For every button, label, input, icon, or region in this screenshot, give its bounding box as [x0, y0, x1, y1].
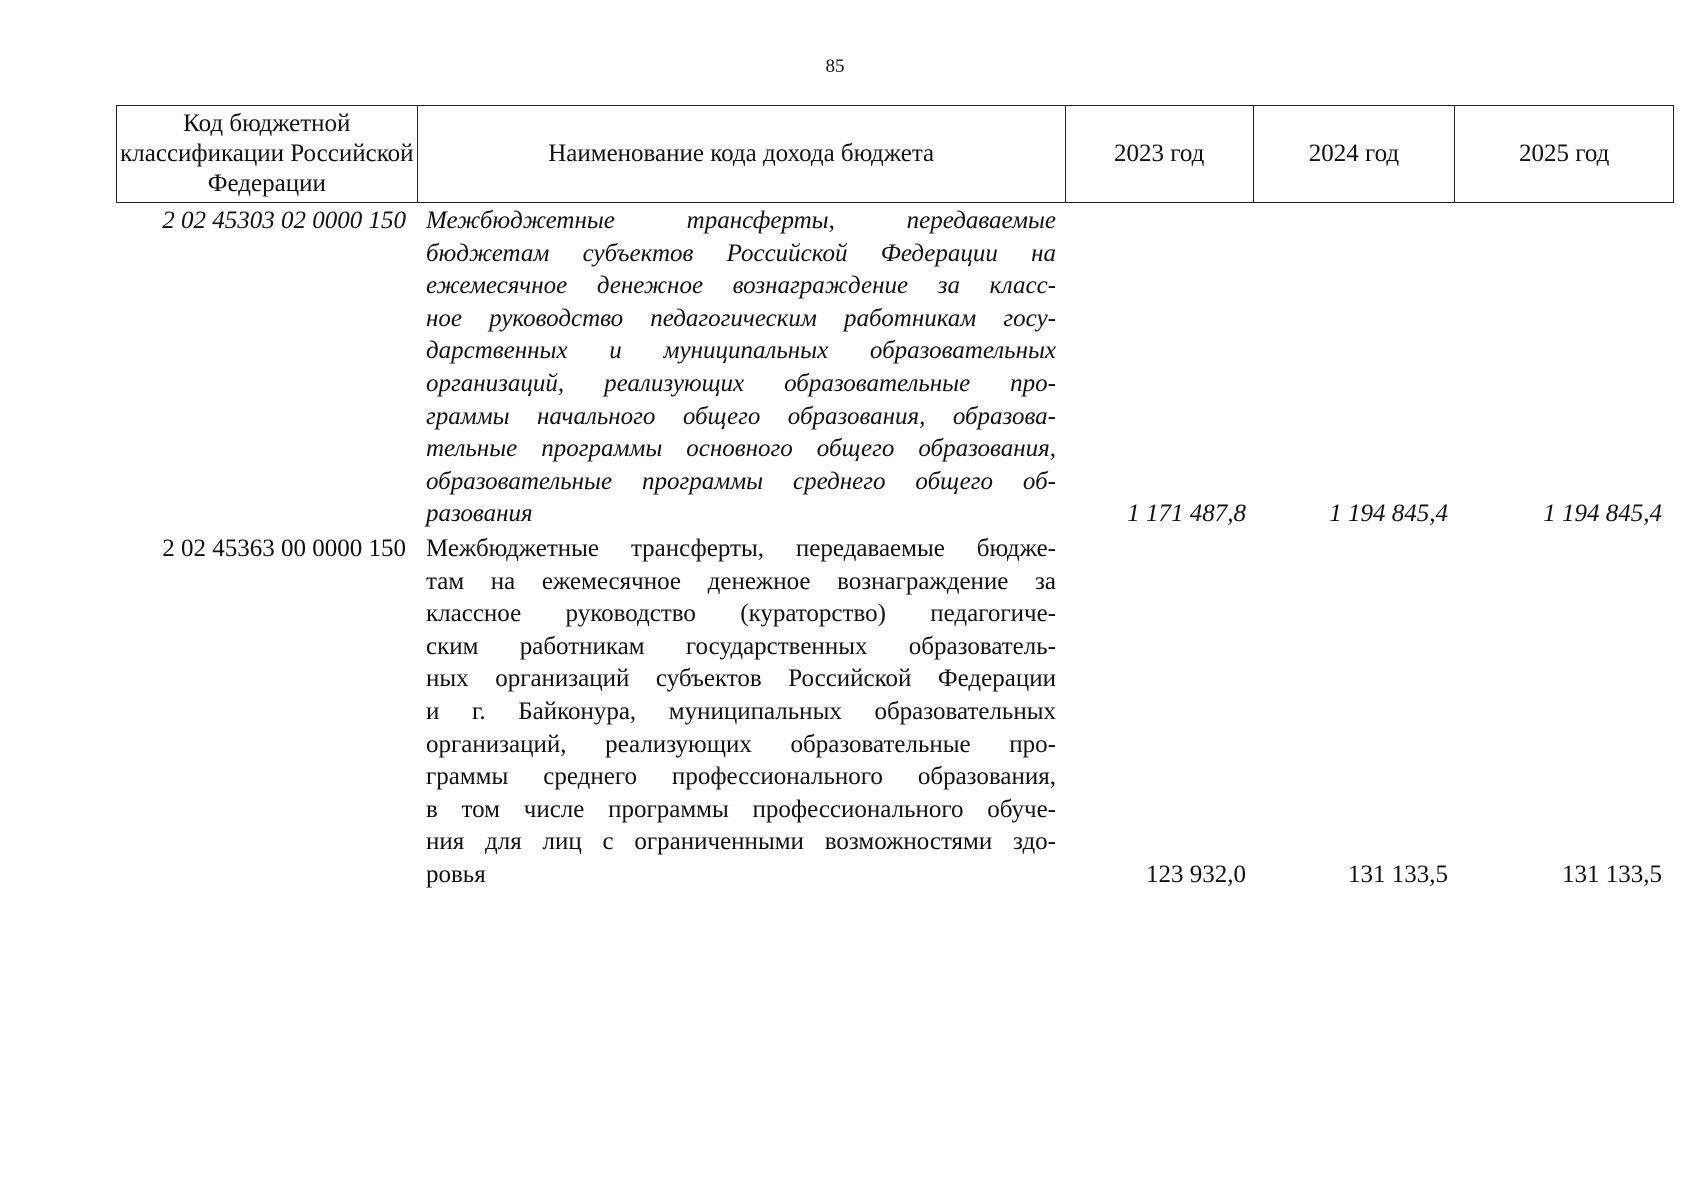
row-name-line: образовательные программы среднего общего об- [426, 467, 1056, 495]
row-name-line: Межбюджетные трансферты, передаваемые [426, 207, 1056, 234]
value-2024: 1 194 845,4 [1329, 500, 1448, 528]
row-name-line: там на ежемесячное денежное вознаграждение за [426, 567, 1056, 595]
value-2025: 131 133,5 [1562, 861, 1662, 888]
table-header [116, 105, 1674, 203]
row-name-line: в том числе программы профессионального обуче- [426, 795, 1056, 823]
row-name-line: и г. Байконура, муниципальных образовательных [426, 697, 1056, 725]
value-2023: 1 171 487,8 [1127, 500, 1246, 528]
row-name-line: ским работникам государственных образователь- [426, 632, 1056, 660]
value-2023: 123 932,0 [1146, 861, 1246, 888]
row-name-line: ное руководство педагогическим работникам госу- [426, 304, 1056, 332]
row-name-line: граммы среднего профессионального образования, [426, 763, 1056, 791]
row-name-line: организаций, реализующих образовательные про- [426, 369, 1056, 397]
value-2025: 1 194 845,4 [1543, 500, 1662, 528]
header-2024: 2024 год [1254, 106, 1456, 202]
row-name-line: организаций, реализующих образовательные про- [426, 730, 1056, 758]
row-name-line: дарственных и муниципальных образовательных [426, 337, 1056, 365]
row-name-line: бюджетам субъектов Российской Федерации на [426, 239, 1056, 267]
row-name-line: разования [426, 500, 533, 528]
row-name-line: ных организаций субъектов Российской Федерации [426, 665, 1056, 693]
row-name-line: ния для лиц с ограниченными возможностями здо- [426, 828, 1056, 856]
header-2025: 2025 год [1518, 140, 1610, 167]
row-name-line: тельные программы основного общего образования, [426, 435, 1056, 463]
header-2023: 2023 год [1066, 106, 1254, 202]
row-code: 2 02 45303 02 0000 150 [162, 207, 406, 234]
row-name [426, 205, 1056, 531]
row-name-line: классное руководство (кураторство) педагогиче- [426, 600, 1056, 628]
row-code: 2 02 45363 00 0000 150 [162, 535, 406, 562]
row-name-line: граммы начального общего образования, образова- [426, 402, 1056, 430]
header-code: Код бюджетной классификации Российской Федерации [117, 106, 418, 202]
row-name-line: Межбюджетные трансферты, передаваемые бюдже- [426, 535, 1056, 562]
page-number: 85 [825, 56, 845, 77]
header-name: Наименование кода дохода бюджета [418, 106, 1066, 202]
row-name [426, 533, 1056, 892]
row-name-line: ежемесячное денежное вознаграждение за класс- [426, 272, 1056, 300]
value-2024: 131 133,5 [1348, 861, 1448, 888]
row-name-line: ровья [426, 860, 486, 888]
